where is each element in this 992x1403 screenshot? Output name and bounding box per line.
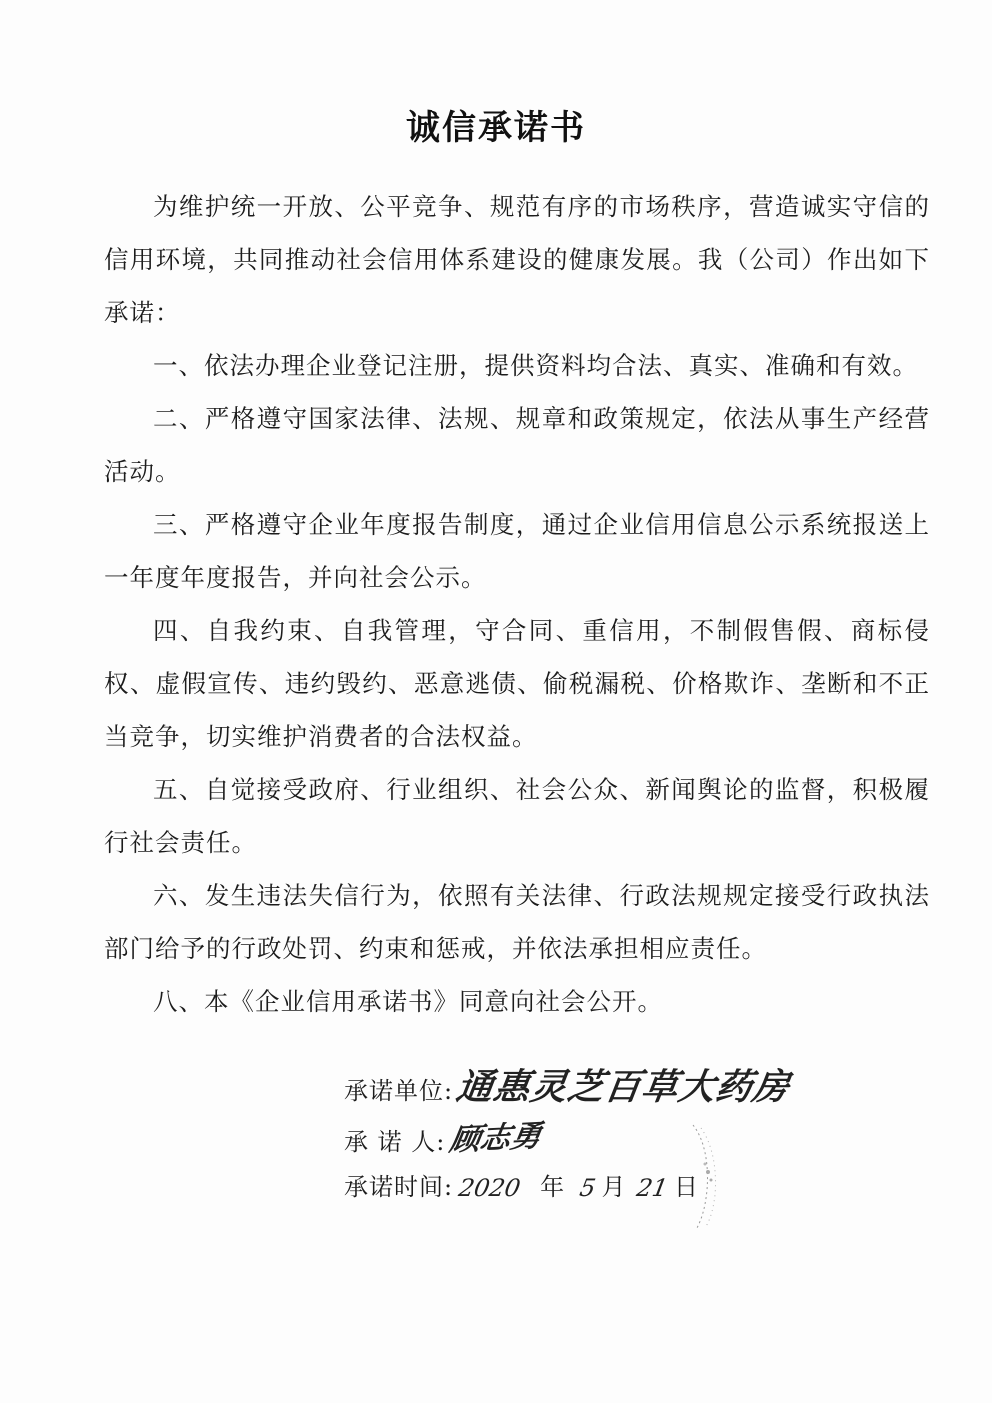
commitment-item-4: 四、自我约束、自我管理，守合同、重信用，不制假售假、商标侵权、虚假宣传、违约毁约、恶意逃债、偷税漏税、价格欺诈、垄断和不正当竞争，切实维护消费者的合法权益。 (104, 616, 930, 751)
commitment-item-5: 五、自觉接受政府、行业组织、社会公众、新闻舆论的监督，积极履行社会责任。 (104, 775, 930, 857)
commitment-item-3: 三、严格遵守企业年度报告制度，通过企业信用信息公示系统报送上一年度年度报告，并向社会公示。 (104, 510, 930, 592)
date-day-unit: 日 (674, 1173, 698, 1201)
signature-date-row (344, 1167, 698, 1202)
person-label: 承 诺 人: (344, 1128, 446, 1156)
commitment-item-2: 二、严格遵守国家法律、法规、规章和政策规定，依法从事生产经营活动。 (104, 404, 930, 486)
unit-handwritten: 通惠灵芝百草大药房 (453, 1066, 793, 1108)
document-title: 诚信承诺书 (406, 108, 586, 148)
signature-unit-row (344, 1055, 793, 1108)
signature-person-row (344, 1113, 545, 1159)
commitment-item-8: 八、本《企业信用承诺书》同意向社会公开。 (153, 987, 663, 1016)
faint-seal-mark (675, 1120, 725, 1230)
date-label: 承诺时间: (344, 1173, 454, 1201)
commitment-item-6: 六、发生违法失信行为，依照有关法律、行政法规规定接受行政执法部门给予的行政处罚、约束和惩戒，并依法承担相应责任。 (104, 881, 930, 963)
date-month: 5 (577, 1174, 598, 1202)
person-handwritten: 顾志勇 (447, 1118, 545, 1159)
date-month-unit: 月 (601, 1173, 626, 1201)
intro-paragraph: 为维护统一开放、公平竞争、规范有序的市场秩序，营造诚实守信的信用环境，共同推动社会信用体系建设的健康发展。我（公司）作出如下承诺： (104, 192, 930, 327)
unit-label: 承诺单位: (344, 1077, 454, 1105)
date-day: 21 (634, 1174, 671, 1202)
commitment-item-1: 一、依法办理企业登记注册，提供资料均合法、真实、准确和有效。 (153, 351, 918, 380)
date-year: 2020 (456, 1174, 523, 1202)
document-body (104, 180, 930, 1028)
date-year-unit: 年 (540, 1173, 565, 1201)
